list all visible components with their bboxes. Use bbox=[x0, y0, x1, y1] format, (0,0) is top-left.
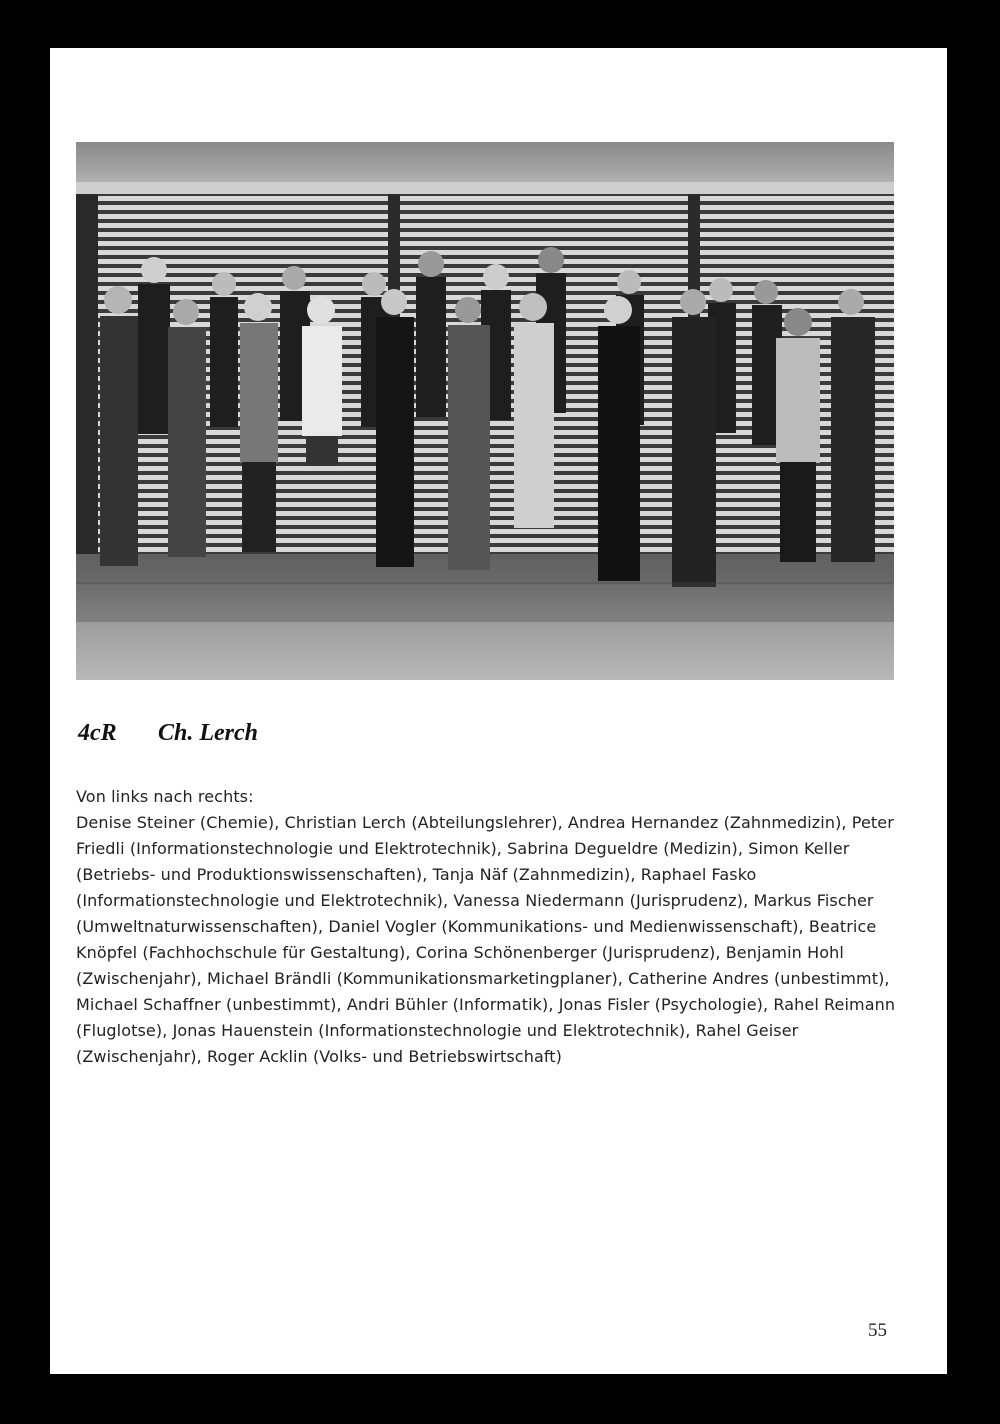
document-page bbox=[50, 48, 947, 1374]
class-code: 4cR bbox=[78, 720, 117, 746]
caption-block bbox=[76, 784, 898, 1070]
page-number: 55 bbox=[868, 1320, 887, 1341]
photo-image-icon bbox=[76, 142, 894, 680]
section-heading bbox=[78, 720, 258, 747]
caption-intro: Von links nach rechts: bbox=[76, 787, 254, 806]
caption-names: Denise Steiner (Chemie), Christian Lerch (Abteilungslehrer), Andrea Hernandez (Zahnmedizin), Peter Friedli (Informationstechnologie und Elektrotechnik), Sabrina Degueldre (Medizin), Simon Keller (Betriebs- und Produktionswissenschaften), Tanja Näf (Zahnmedizin), Raphael Fasko (Informationstechnologie und Elektrotechnik), Vanessa Niedermann (Jurisprudenz), Markus Fischer (Umweltnaturwissenschaften), Daniel Vogler (Kommunikations- und Medienwissenschaft), Beatrice Knöpfel (Fachhochschule für Gestaltung), Corina Schönenberger (Jurisprudenz), Benjamin Hohl (Zwischenjahr), Michael Brändli (Kommunikationsmarketingplaner), Catherine Andres (unbestimmt), Michael Schaffner (unbestimmt), Andri Bühler (Informatik), Jonas Fisler (Psychologie), Rahel Reimann (Fluglotse), Jonas Hauenstein (Informationstechnologie und Elektrotechnik), Rahel Geiser (Zwischenjahr), Roger Acklin (Volks- und Betriebswirtschaft) bbox=[76, 813, 896, 1066]
group-photo bbox=[76, 142, 894, 680]
teacher-name: Ch. Lerch bbox=[158, 720, 259, 746]
